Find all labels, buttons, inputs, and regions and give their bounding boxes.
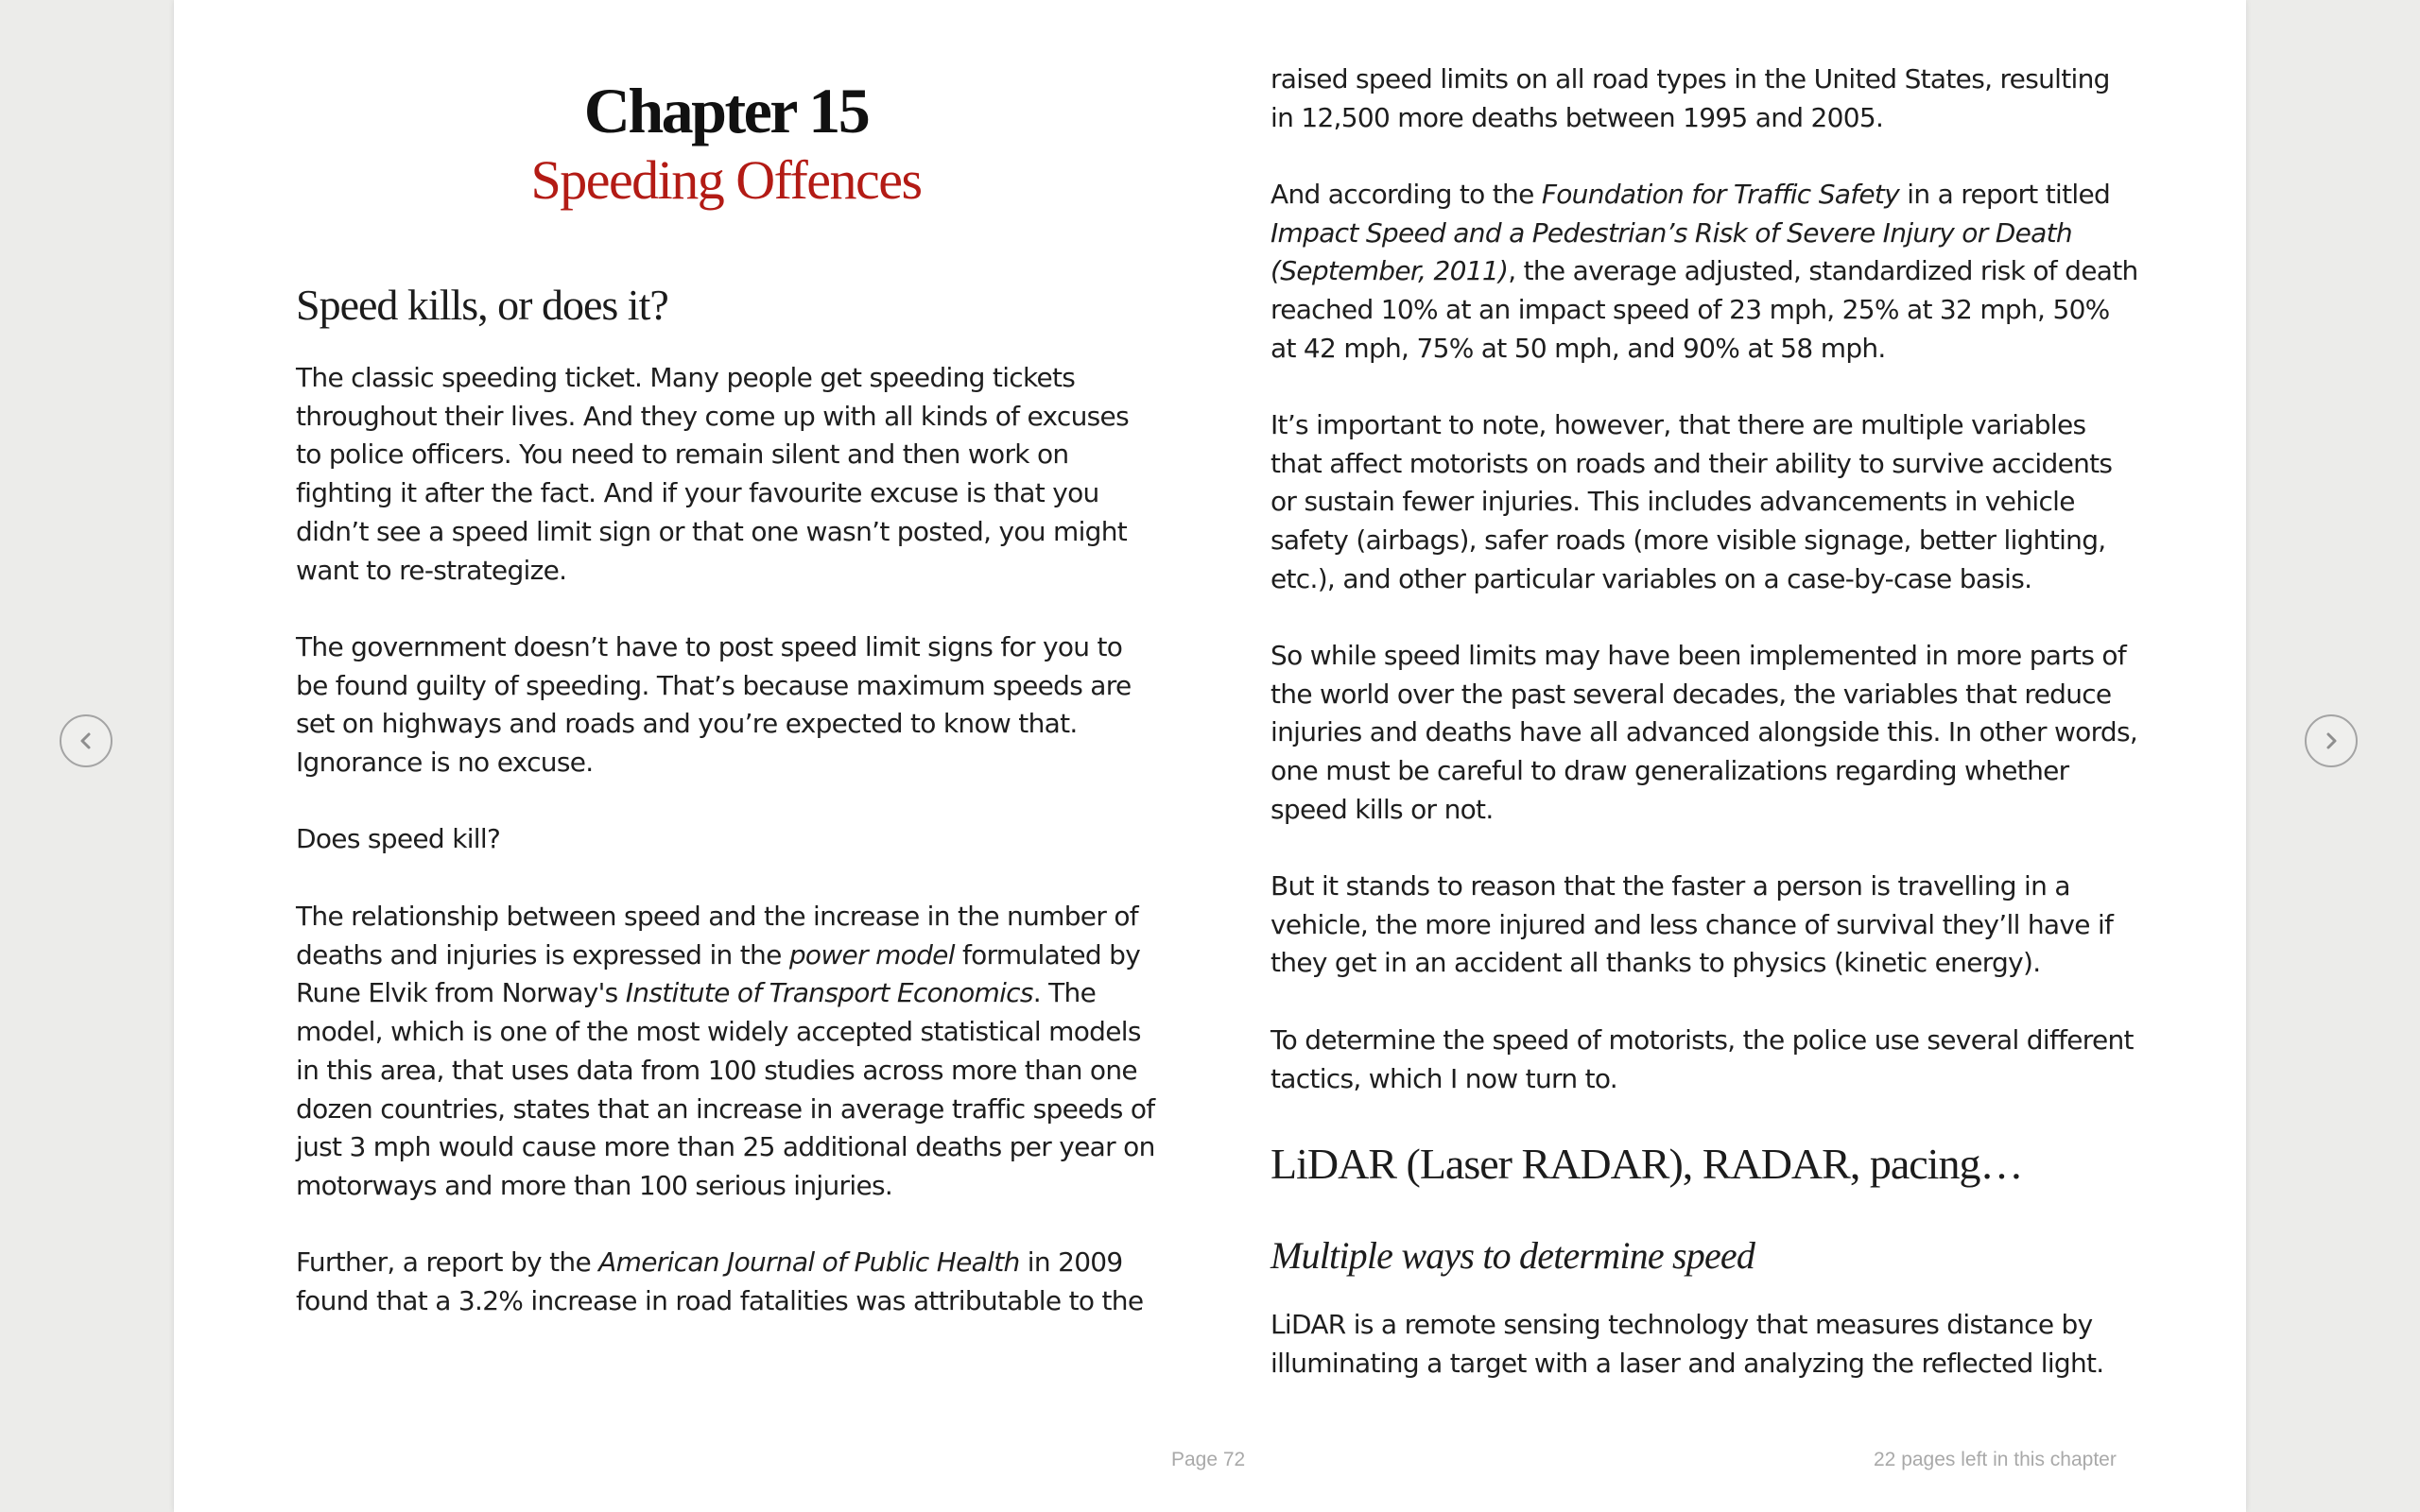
paragraph: So while speed limits may have been implemented in more parts of the world over the past several decades, the variables that reduce injuries and deaths have all advanced alongside this. In other words, one must be careful to draw generalizations regarding whether speed kills or not.	[1270, 640, 2138, 825]
emphasis: Institute of Transport Economics	[625, 977, 1033, 1009]
emphasis: power model	[788, 938, 955, 971]
previous-page-button[interactable]	[60, 714, 112, 767]
page-number: Page 72	[1171, 1449, 1246, 1470]
text-run: formulated by Rune Elvik from Norway's	[296, 938, 1141, 1009]
chevron-right-icon	[2321, 730, 2342, 751]
paragraph: The classic speeding ticket. Many people get speeding tickets throughout their lives. And they come up with all kinds of excuses to police officers. You need to remain silent and then work on fighting it after the fact. And if your favourite excuse is that you didn’t see a speed limit sign or that one wasn’t posted, you might want to re-strategize.	[296, 362, 1129, 586]
subheading: Multiple ways to determine speed	[1270, 1234, 1755, 1277]
section-heading: LiDAR (Laser RADAR), RADAR, pacing…	[1270, 1140, 2023, 1188]
paragraph: To determine the speed of motorists, the police use several different tactics, which I now turn to.	[1270, 1024, 2134, 1094]
section-heading: Speed kills, or does it?	[296, 281, 668, 329]
emphasis: American Journal of Public Health	[598, 1246, 1020, 1278]
paragraph	[296, 898, 1156, 1206]
paragraph: But it stands to reason that the faster a person is travelling in a vehicle, the more injured and less chance of survival they’ll have if they get in an accident all thanks to physics (kinetic energy).	[1270, 870, 2114, 979]
chapter-number: Chapter 15	[583, 75, 869, 146]
next-page-button[interactable]	[2305, 714, 2358, 767]
book-spread	[174, 0, 2246, 1512]
text-run: And according to the	[1270, 179, 1542, 210]
paragraph	[296, 1244, 1156, 1320]
emphasis: Foundation for Traffic Safety	[1541, 179, 1900, 210]
chevron-left-icon	[76, 730, 96, 751]
text-run: The relationship between speed and the increase in the number of deaths and injuries is expressed in the	[296, 901, 1138, 971]
emphasis: Impact Speed and a Pedestrian’s Risk of Severe Injury or Death (September, 2011)	[1270, 216, 2072, 287]
text-run: . The model, which is one of the most widely accepted statistical models in this area, that uses data from 100 studies across more than one dozen countries, states that an increase in average traffic speeds of just 3 mph would cause more than 25 additional deaths per year on motorways and more than 100 serious injuries.	[296, 977, 1155, 1201]
pages-left-indicator: 22 pages left in this chapter	[1874, 1449, 2117, 1470]
text-run: , the average adjusted, standardized risk of death reached 10% at an impact speed of 23 mph, 25% at 32 mph, 50% at 42 mph, 75% at 50 mph, and 90% at 58 mph.	[1270, 255, 2138, 364]
paragraph: raised speed limits on all road types in the United States, resulting in 12,500 more deaths between 1995 and 2005.	[1270, 63, 2110, 133]
text-run: in a report titled	[1899, 179, 2111, 210]
paragraph: LiDAR is a remote sensing technology that measures distance by illuminating a target with a laser and analyzing the reflected light.	[1270, 1309, 2104, 1379]
chapter-title: Speeding Offences	[530, 149, 922, 211]
text-run: in 2009 found that a 3.2% increase in road fatalities was attributable to the	[296, 1246, 1144, 1316]
paragraph	[1270, 176, 2140, 369]
paragraph: Does speed kill?	[296, 823, 501, 854]
paragraph: The government doesn’t have to post speed limit signs for you to be found guilty of speeding. That’s because maximum speeds are set on highways and roads and you’re expected to know that. Ignorance is no excuse.	[296, 631, 1132, 779]
text-run: Further, a report by the	[296, 1246, 599, 1278]
paragraph: It’s important to note, however, that there are multiple variables that affect motorists on roads and their ability to survive accidents or sustain fewer injuries. This includes advancements in vehicle safety (airbags), safer roads (more visible signage, better lighting, etc.), and other particular variables on a case-by-case basis.	[1270, 409, 2113, 594]
